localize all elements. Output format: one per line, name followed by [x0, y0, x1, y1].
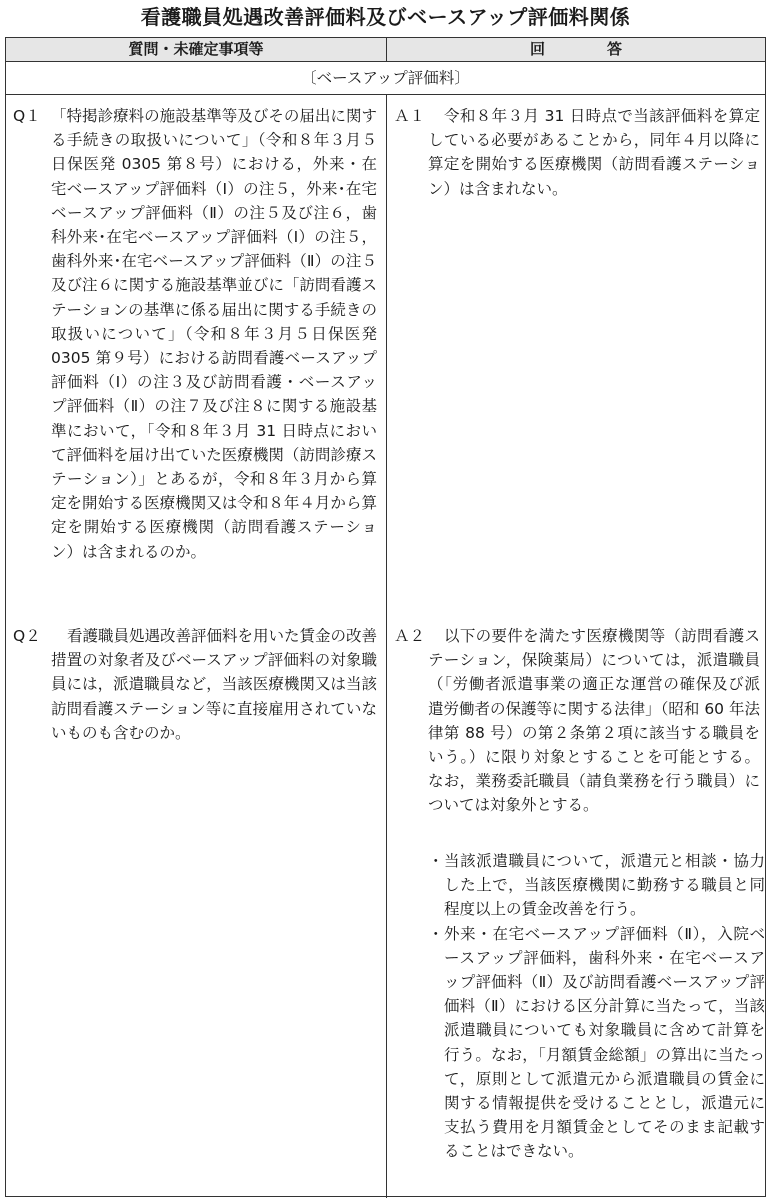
a2-bullet-text: 外来・在宅ベースアップ評価料（Ⅱ），入院ベースアップ評価料，歯科外来・在宅ベースアップ評価料（Ⅱ）及び訪問看護ベースアップ評価料（Ⅱ）における区分計算に当たって，当該派遣職員についても対象職員に含めて計算を行う。なお，「月額賃金総額」の算出に当たって，原則として派遣元から派遣職員の賃金に関する情報提供を受けることとし，派遣元に支払う費用を月額賃金としてそのまま記載することはできない。 [444, 924, 765, 1161]
a2-bullet-list [428, 849, 765, 1164]
a2-bullet-item [428, 922, 765, 1164]
a1-text: 令和８年３月 31 日時点で当該評価料を算定している必要があることから，同年４月以降に算定を開始する医療機関（訪問看護ステーション）は含まれない。 [428, 107, 760, 198]
a1-number: Ａ１ [394, 107, 426, 125]
a2-bullet-item [428, 849, 765, 922]
page-title: 看護職員処遇改善評価料及びベースアップ評価料関係 [140, 5, 631, 29]
q2-number: Q２ [13, 627, 41, 645]
answer-column-header: 回答 [387, 38, 765, 62]
q1-text: 「特掲診療料の施設基準等及びその届出に関する手続きの取扱いについて」（令和８年３月５日保医発 0305 第８号）における，外来・在宅ベースアップ評価料（Ⅰ）の注５，外来･在宅ベースアップ評価料（Ⅱ）の注５及び注６，歯科外来･在宅ベースアップ評価料（Ⅰ）の注５，歯科外来･在宅ベースアップ評価料（Ⅱ）の注５及び注６に関する施設基準並びに「訪問看護ステーションの基準に係る届出に関する手続きの取扱いについて」（令和８年３月５日保医発 0305 第９号）における訪問看護ベースアップ評価料（Ⅰ）の注３及び訪問看護・ベースアップ評価料（Ⅱ）の注７及び注８に関する施設基準において，「令和８年３月 31 日時点において評価料を届け出ていた医療機関（訪問診療ステーション）」とあるが，令和８年３月から算定を開始する医療機関又は令和８年４月から算定を開始する医療機関（訪問看護ステーション）は含まれるのか。 [51, 107, 377, 561]
a2-bullet-text: 当該派遣職員について，派遣元と相談・協力した上で，当該医療機関に勤務する職員と同程度以上の賃金改善を行う。 [444, 852, 765, 919]
bullet-mark: ・ [428, 924, 444, 943]
a2-text: 以下の要件を満たす医療機関等（訪問看護ステーション，保険薬局）については，派遣職員（「労働者派遣事業の適正な運営の確保及び派遣労働者の保護等に関する法律」（昭和 60 年法律第 88 号）の第２条第２項に該当する職員をいう。）に限り対象とすることを可能とする。なお，業務委託職員（請負業務を行う職員）については対象外とする。 [428, 627, 760, 815]
column-divider [386, 95, 387, 1198]
bullet-mark: ・ [428, 852, 444, 870]
q2-text: 看護職員処遇改善評価料を用いた賃金の改善措置の対象者及びベースアップ評価料の対象職員には，派遣職員など，当該医療機関又は当該訪問看護ステーション等に直接雇用されていないものも含むのか。 [51, 627, 378, 742]
a2-number: Ａ２ [394, 627, 426, 645]
question-column-header: 質問・未確定事項等 [6, 38, 387, 62]
section-heading: 〔ベースアップ評価料〕 [6, 62, 765, 95]
q1-number: Q１ [13, 107, 41, 125]
